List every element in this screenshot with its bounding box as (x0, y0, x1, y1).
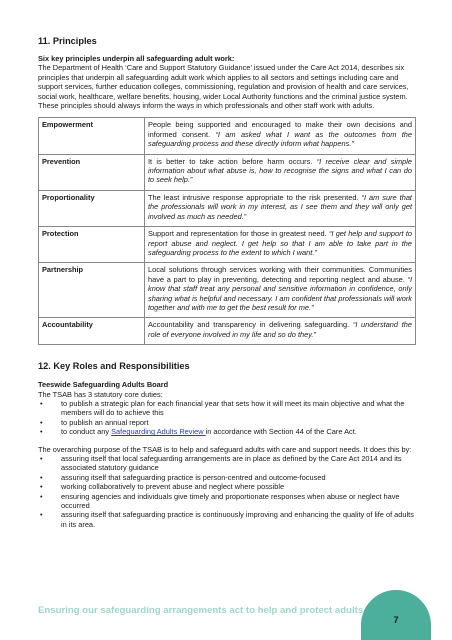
section-11-heading: 11. Principles (38, 36, 97, 46)
purpose-item-text: ensuring agencies and individuals give timely and proportionate responses when abuse or neglect have occurred (61, 491, 400, 511)
principle-text: Local solutions through services working with their communities. Communities have a part to play in preventing, detecting and reporting neglect and abuse. (148, 265, 412, 284)
safeguarding-adults-review-link[interactable]: Safeguarding Adults Review (111, 427, 206, 437)
duty-text: to publish an annual report (61, 417, 149, 427)
principle-row (39, 318, 416, 345)
list-item (38, 418, 416, 427)
section-12-heading: 12. Key Roles and Responsibilities (38, 361, 190, 372)
principle-row (39, 227, 416, 263)
principle-quote: “I am asked what I want as the outcomes from the safeguarding process and these directly inform what happens.” (148, 129, 412, 149)
purpose-item-text: working collaboratively to prevent abuse and neglect where possible (61, 482, 285, 492)
bullet-icon: • (40, 398, 43, 408)
duty-text-prefix: to conduct any (61, 427, 112, 437)
page-number-tab (361, 590, 431, 640)
bullet-icon: • (40, 510, 43, 520)
principle-term: Protection (39, 227, 145, 263)
principle-term: Prevention (39, 154, 145, 190)
principle-description (145, 263, 416, 318)
principle-row (39, 190, 416, 226)
purpose-item-text: assuring itself that safeguarding practice is continuously improving and enhancing the quality of life of adults in its area. (61, 510, 414, 529)
principle-text: Accountability and transparency in delivering safeguarding. (148, 320, 350, 330)
principle-description (145, 227, 416, 263)
list-item (38, 454, 416, 473)
principle-description (145, 154, 416, 190)
document-page (38, 36, 416, 529)
list-item (38, 473, 416, 482)
principles-table (38, 117, 416, 345)
board-title: Teeswide Safeguarding Adults Board (38, 380, 169, 390)
principle-description (145, 318, 416, 345)
page-number: 7 (393, 615, 399, 625)
purpose-text: The overarching purpose of the TSAB is to help and safeguard adults with care and support needs. It does this by: (38, 444, 412, 454)
principle-term: Accountability (39, 318, 145, 345)
bullet-icon: • (40, 482, 43, 492)
duty-text-suffix: in accordance with Section 44 of the Care Act. (205, 427, 357, 437)
principle-row (39, 118, 416, 154)
principle-term: Proportionality (39, 190, 145, 226)
principle-quote: “I receive clear and simple information about what abuse is, how to recognise the signs and what I can do to seek help.” (148, 156, 412, 185)
principles-subheading: Six key principles underpin all safeguarding adult work: (38, 54, 235, 63)
principle-quote: “I know that staff treat any personal and sensitive information in confidence, only sharing what is helpful and necessary. I am confident that professionals will work together and with me to get the best result for me.” (148, 274, 412, 312)
principle-quote: “I am sure that the professionals will work in my interest, as I see them and they will only get involved as much as needed.” (148, 192, 412, 221)
principle-description (145, 118, 416, 154)
principle-text: The least intrusive response appropriate to the risk presented. (148, 192, 359, 202)
footer-tagline: Ensuring our safeguarding arrangements act to help and protect adults (38, 605, 364, 616)
list-item (38, 427, 416, 436)
principle-term: Partnership (39, 263, 145, 318)
principle-text: People being supported and encouraged to make their own decisions and informed consent. (148, 120, 412, 139)
principle-quote: “I get help and support to report abuse and neglect. I get help so that I am able to take part in the safeguarding process to the extent to which I want.” (148, 229, 412, 257)
principle-quote: “I understand the role of everyone involved in my life and so do they.” (148, 320, 412, 339)
principles-intro: The Department of Health ‘Care and Support Statutory Guidance’ issued under the Care Act 2014, describes six principles that underpin all safeguarding adult work which applies to all sectors and settings including care and support services, further education colleges, commissioning, regulation and provision of health and care services, social work, healthcare, welfare benefits, housing, wider Local Authority functions and the criminal justice system. These principles should always inform the ways in which professionals and other staff work with adults. (38, 63, 409, 111)
duties-intro: The TSAB has 3 statutory core duties: (38, 389, 163, 399)
list-item (38, 510, 416, 529)
duties-list (38, 399, 416, 437)
purpose-item-text: assuring itself that local safeguarding arrangements are in place as defined by the Care Act 2014 and its associated statutory guidance (61, 454, 402, 473)
bullet-icon: • (40, 427, 43, 437)
purpose-list (38, 454, 416, 529)
principle-text: Support and representation for those in greatest need. (148, 229, 327, 239)
list-item (38, 482, 416, 491)
duty-text: to publish a strategic plan for each financial year that sets how it will meet its main objective and what the members will do to achieve this (61, 398, 405, 418)
principle-row (39, 263, 416, 318)
bullet-icon: • (40, 472, 43, 482)
principle-row (39, 154, 416, 190)
principle-description (145, 190, 416, 226)
bullet-icon: • (40, 491, 43, 501)
list-item (38, 492, 416, 511)
bullet-icon: • (40, 454, 43, 463)
purpose-item-text: assuring itself that safeguarding practice is person-centred and outcome-focused (61, 472, 326, 482)
list-item (38, 399, 416, 418)
bullet-icon: • (40, 417, 43, 427)
principle-term: Empowerment (39, 118, 145, 154)
principle-text: It is better to take action before harm occurs. (148, 156, 313, 166)
